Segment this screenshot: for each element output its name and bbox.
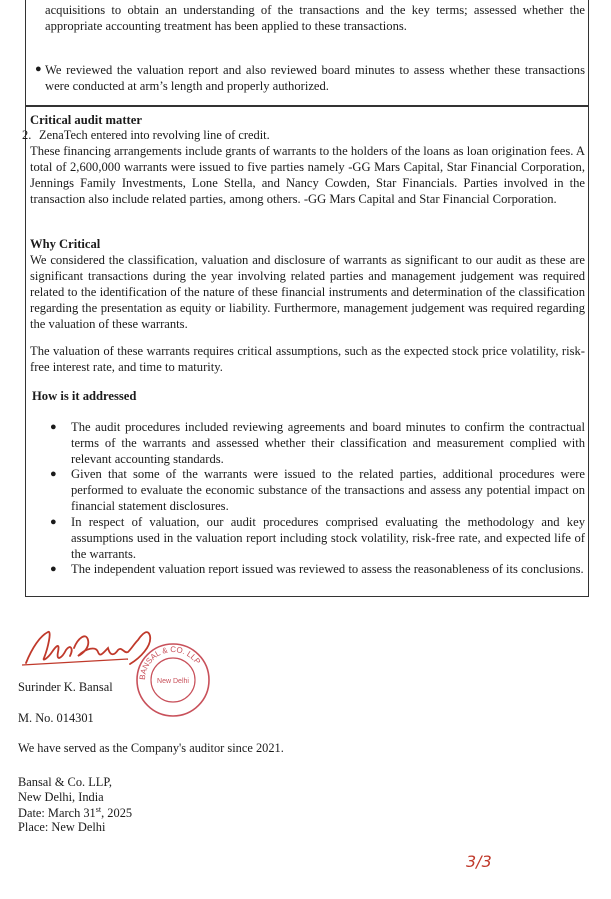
report-place: Place: New Delhi — [18, 820, 106, 834]
bullet-icon: ● — [50, 563, 57, 575]
cam-body: These financing arrangements include grants of warrants to the holders of the loans as loan origination fees. A total of 2,600,000 warrants were issued to five parties namely -GG Mars Capital, Star Financial Corporation, Jennings Family Investments, Lone Stella, and Nancy Cowden, Star Financials. Parties involved in the transaction also include related parties, among others. -GG Mars Capital and Star Financial Corporation. — [30, 144, 585, 206]
cam-item: ZenaTech entered into revolving line of credit. — [39, 128, 270, 142]
firm-name: Bansal & Co. LLP, — [18, 775, 112, 789]
why-body-2: The valuation of these warrants requires critical assumptions, such as the expected stock price volatility, risk-free interest rate, and time to maturity. — [30, 344, 585, 374]
stamp-text: BANSAL & CO. LLP — [137, 644, 203, 681]
why-body: We considered the classification, valuation and disclosure of warrants as significant to our audit as these are significant transactions during the year involving related parties and management judgement was required related to the identification of the nature of these financial instruments and determination of the classification regarding the presentation as equity or liability. Furthermore, management judgement was required regarding the valuation of these warrants. — [30, 253, 585, 331]
why-heading: Why Critical — [30, 237, 101, 251]
how-heading: How is it addressed — [32, 389, 137, 403]
signatory-name: Surinder K. Bansal — [18, 680, 113, 694]
company-stamp-icon — [133, 640, 213, 720]
stamp-city: New Delhi — [157, 678, 189, 685]
procedures-bullet: We reviewed the valuation report and also reviewed board minutes to assess whether these transactions were conducted at arm’s length and properly authorized. — [45, 63, 585, 93]
audit-procedures-box — [25, 0, 589, 106]
how-bullet-2: Given that some of the warrants were issued to the related parties, additional procedures were performed to evaluate the economic substance of the transactions and assess any potential impact on financial statement disclosures. — [71, 467, 585, 513]
cam-heading: Critical audit matter — [30, 113, 142, 127]
bullet-icon: ● — [50, 516, 57, 528]
bullet-icon: ● — [50, 468, 57, 480]
membership-number: M. No. 014301 — [18, 711, 94, 725]
page-number: 3/3 — [466, 852, 492, 871]
firm-city: New Delhi, India — [18, 790, 104, 804]
critical-audit-matter-box — [22, 106, 589, 597]
report-date: Date: March 31st, 2025 — [18, 805, 133, 821]
how-bullet-1: The audit procedures included reviewing agreements and board minutes to confirm the contractual terms of the warrants and assessed whether their classification and measurement complied with relevant accounting standards. — [71, 420, 585, 466]
procedures-text: acquisitions to obtain an understanding of the transactions and the key terms; assessed whether the appropriate accounting treatment has been applied to these transactions. — [45, 3, 585, 33]
how-bullet-4: The independent valuation report issued was reviewed to assess the reasonableness of its conclusions. — [71, 562, 584, 576]
cam-number: 2. — [22, 128, 32, 142]
how-bullet-3: In respect of valuation, our audit procedures comprised evaluating the methodology and key assumptions used in the valuation report including stock volatility, risk-free rate, and expected life of the warrants. — [71, 515, 585, 561]
bullet-icon: ● — [35, 63, 42, 75]
bullet-icon: ● — [50, 421, 57, 433]
auditor-since: We have served as the Company's auditor since 2021. — [18, 741, 284, 755]
